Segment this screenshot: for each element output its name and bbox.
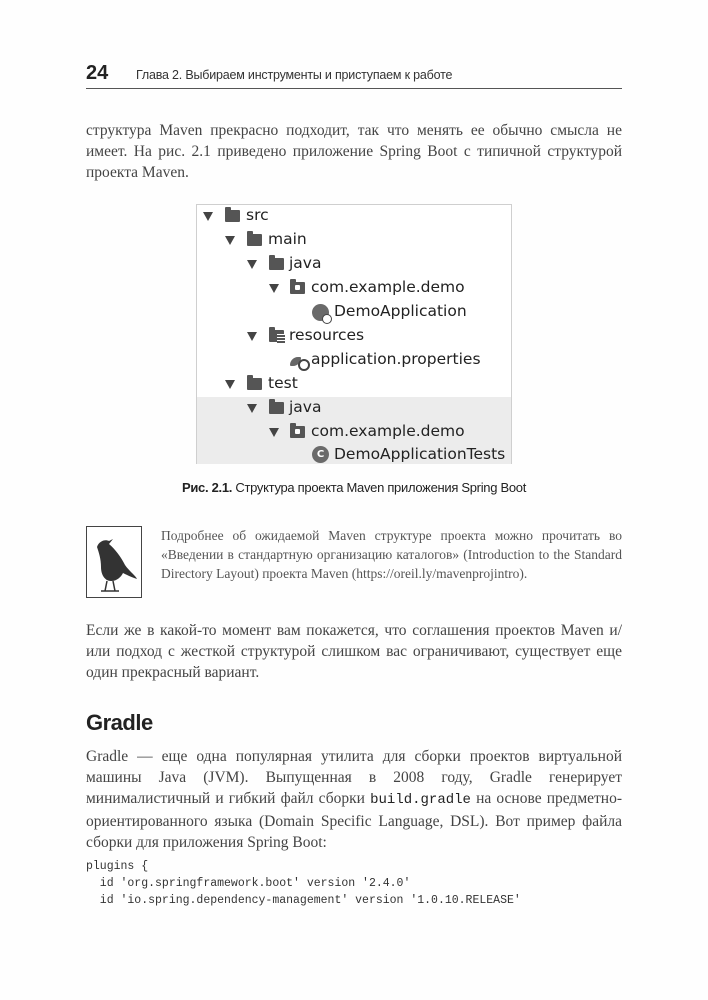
crow-icon [86, 526, 142, 598]
spring-properties-icon [290, 354, 308, 368]
folder-icon [269, 258, 284, 270]
expand-arrow-icon [203, 212, 213, 221]
caption-text: Структура проекта Maven приложения Spring Boot [232, 480, 527, 495]
tree-item-test-java [197, 397, 511, 421]
package-icon [290, 282, 305, 294]
expand-arrow-icon [225, 236, 235, 245]
tree-item-label: java [289, 398, 322, 416]
paragraph-conventions: Если же в какой-то момент вам покажется, что соглашения проектов Maven и/или подход с жесткой структурой слишком вас ограничивают, существует еще один прекрасный вариант. [86, 622, 622, 681]
tree-item-label: java [289, 254, 322, 272]
spring-boot-class-icon [312, 304, 329, 321]
tree-item-application-properties [197, 349, 511, 373]
tree-item-label: main [268, 230, 307, 248]
folder-icon [269, 402, 284, 414]
tree-item-test [197, 373, 511, 397]
class-icon: C [312, 446, 329, 463]
chapter-title: Глава 2. Выбираем инструменты и приступаем к работе [136, 68, 453, 82]
tree-item-label: com.example.demo [311, 278, 465, 296]
tree-item-demo-application-tests [197, 445, 511, 464]
code-line: id 'io.spring.dependency-management' version '1.0.10.RELEASE' [86, 894, 521, 907]
section-title: Gradle [86, 710, 153, 735]
code-line: id 'org.springframework.boot' version '2.4.0' [86, 877, 411, 890]
tree-item-label: DemoApplication [334, 302, 467, 320]
tree-item-main [197, 229, 511, 253]
paragraph-gradle-text-end: на основе предметно-ориентированного языка (Domain Specific Language, DSL). Вот пример файла сборки для приложения Spring Boot: [86, 790, 622, 851]
expand-arrow-icon [247, 332, 257, 341]
tree-item-label: DemoApplicationTests [334, 445, 506, 463]
resources-folder-icon [269, 330, 284, 342]
folder-icon [247, 234, 262, 246]
folder-icon [225, 210, 240, 222]
tree-item-label: com.example.demo [311, 422, 465, 440]
tree-item-label: test [268, 374, 298, 392]
tree-item-test-package [197, 421, 511, 445]
note-text: Подробнее об ожидаемой Maven структуре проекта можно прочитать во «Введении в стандартную организацию каталогов» (Introduction to the Standard Directory Layout) проекта Maven (https://oreil.ly/mavenprojintro). [161, 528, 622, 581]
paragraph-gradle [86, 746, 622, 853]
inline-code-build-gradle: build.gradle [370, 792, 471, 808]
tree-item-label: resources [289, 326, 365, 344]
tree-item-src [197, 205, 511, 229]
tree-item-java [197, 253, 511, 277]
code-line: plugins { [86, 860, 149, 873]
expand-arrow-icon [247, 404, 257, 413]
tree-item-demo-application [197, 301, 511, 325]
code-block [86, 858, 521, 909]
tree-item-package [197, 277, 511, 301]
project-tree-figure [196, 204, 512, 464]
expand-arrow-icon [247, 260, 257, 269]
paragraph-intro: структура Maven прекрасно подходит, так что менять ее обычно смысла не имеет. На рис. 2.1 приведено приложение Spring Boot с типичной структурой проекта Maven. [86, 122, 622, 181]
expand-arrow-icon [269, 284, 279, 293]
tree-item-label: src [246, 206, 269, 224]
caption-prefix: Рис. 2.1. [181, 480, 233, 495]
expand-arrow-icon [269, 428, 279, 437]
figure-caption [0, 480, 708, 495]
tree-item-resources [197, 325, 511, 349]
page-number: 24 [86, 62, 109, 84]
page-header [86, 60, 622, 89]
package-icon [290, 426, 305, 438]
tree-item-label: application.properties [311, 350, 481, 368]
expand-arrow-icon [225, 380, 235, 389]
paragraph-gradle-text: Gradle — еще одна популярная утилита для сборки проектов виртуальной машины Java (JVM). Выпущенная в 2008 году, Gradle генерирует минималистичный и гибкий файл сборки [86, 748, 622, 807]
folder-icon [247, 378, 262, 390]
